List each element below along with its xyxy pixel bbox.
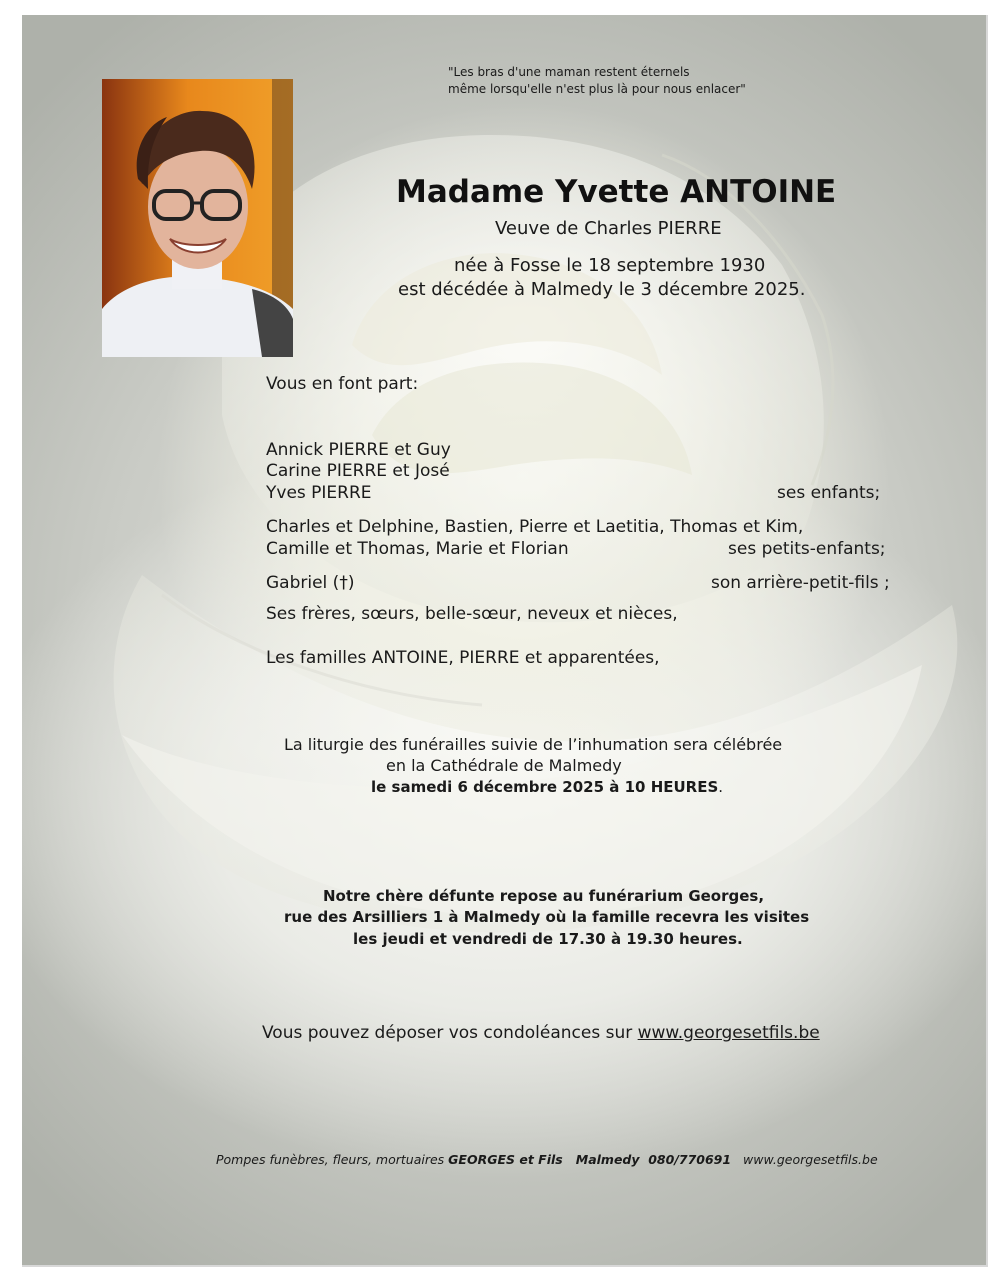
visitation-line-2: rue des Arsilliers 1 à Malmedy où la famille recevra les visites [284, 908, 810, 926]
obituary-card [22, 15, 988, 1267]
death-info: est décédée à Malmedy le 3 décembre 2025. [398, 279, 806, 300]
condolences-text: Vous pouvez déposer vos condoléances sur [262, 1023, 638, 1043]
birth-info: née à Fosse le 18 septembre 1930 [454, 255, 766, 276]
grandchildren-line-1: Charles et Delphine, Bastien, Pierre et Laetitia, Thomas et Kim, [266, 517, 804, 537]
quote-line-2: même lorsqu'elle n'est plus là pour nous enlacer" [448, 82, 746, 96]
funeral-line-2: en la Cathédrale de Malmedy [386, 756, 622, 775]
intro-text: Vous en font part: [266, 374, 419, 394]
footer-company: GEORGES et Fils Malmedy 080/770691 [448, 1152, 732, 1167]
visitation-line-3: les jeudi et vendredi de 17.30 à 19.30 heures. [353, 930, 743, 948]
deceased-name: Madame Yvette ANTOINE [396, 174, 837, 210]
visitation-line-1: Notre chère défunte repose au funérarium Georges, [323, 887, 765, 905]
portrait-photo [102, 79, 293, 357]
portrait-illustration [102, 79, 293, 357]
condolences-link[interactable]: www.georgesetfils.be [637, 1023, 820, 1043]
footer-services: Pompes funèbres, fleurs, mortuaires [216, 1152, 449, 1167]
child-3: Yves PIERRE [266, 483, 372, 503]
funeral-date-text: le samedi 6 décembre 2025 à 10 HEURES [371, 778, 719, 796]
funeral-date [371, 778, 723, 796]
siblings-line: Ses frères, sœurs, belle-sœur, neveux et nièces, [266, 604, 678, 624]
great-grandchild-role: son arrière-petit-fils ; [711, 573, 890, 593]
families-line: Les familles ANTOINE, PIERRE et apparentées, [266, 648, 660, 668]
funeral-line-1: La liturgie des funérailles suivie de l’inhumation sera célébrée [284, 735, 783, 754]
widow-of: Veuve de Charles PIERRE [495, 218, 722, 239]
child-2: Carine PIERRE et José [266, 461, 450, 481]
funeral-date-period: . [718, 778, 724, 796]
quote-line-1: "Les bras d'une maman restent éternels [448, 65, 690, 79]
footer-website: www.georgesetfils.be [731, 1152, 878, 1167]
grandchildren-line-2: Camille et Thomas, Marie et Florian [266, 539, 569, 559]
children-role: ses enfants; [777, 483, 881, 503]
grandchildren-role: ses petits-enfants; [728, 539, 886, 559]
child-1: Annick PIERRE et Guy [266, 440, 451, 460]
great-grandchild: Gabriel (†) [266, 573, 355, 593]
footer-line [216, 1152, 878, 1167]
condolences-line [262, 1023, 820, 1043]
